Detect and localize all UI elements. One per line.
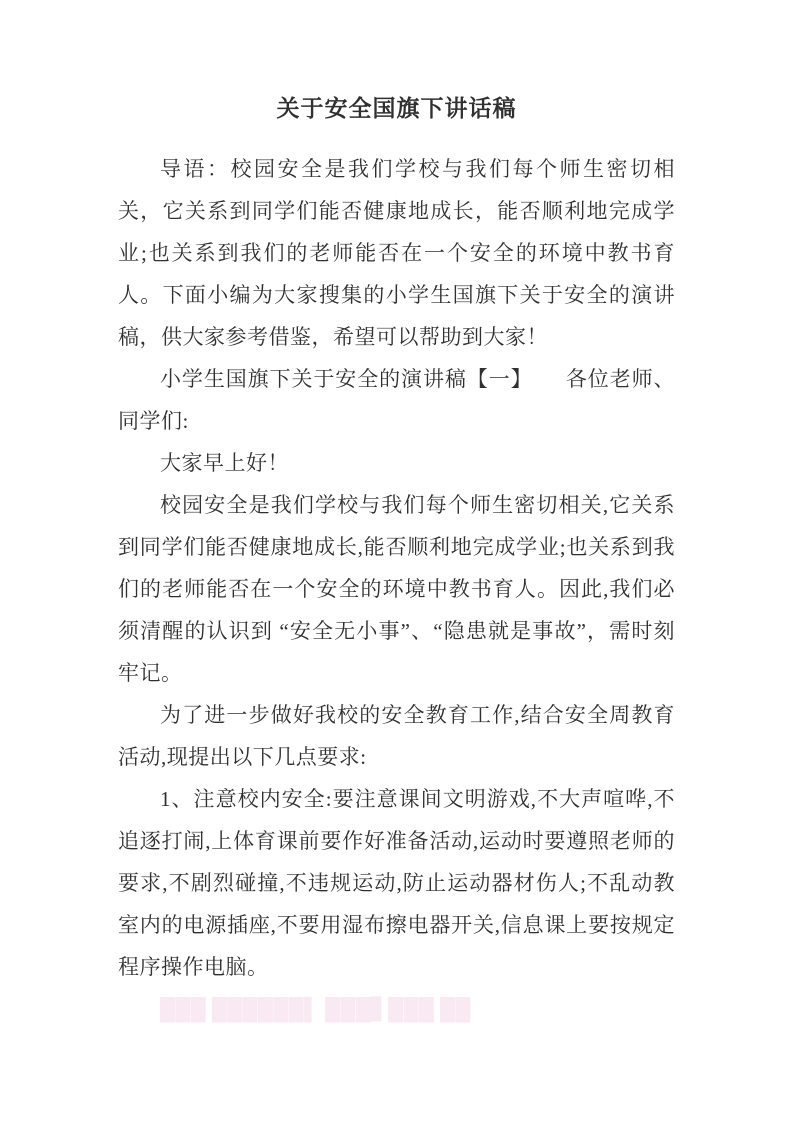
paragraph-rule-1: 1、注意校内安全:要注意课间文明游戏,不大声喧哗,不追逐打闹,上体育课前要作好准备活动,运动时要遵照老师的要求,不剧烈碰撞,不违规运动,防止运动器材伤人;不乱动教室内的电源插座,不要用湿布擦电器开关,信息课上要按规定程序操作电脑。 [118,787,675,979]
paragraph-greeting: 大家早上好！ [160,451,289,475]
document-title: 关于安全国旗下讲话稿 [276,96,517,121]
paragraph-intro: 导语：校园安全是我们学校与我们每个师生密切相关，它关系到同学们能否健康地成长，能否顺利地完成学业;也关系到我们的老师能否在一个安全的环境中教书育人。下面小编为大家搜集的小学生国旗下关于安全的演讲稿，供大家参考借鉴，希望可以帮助到大家！ [118,157,675,349]
paragraph-speech-heading: 小学生国旗下关于安全的演讲稿【一】 各位老师、同学们: [118,367,675,433]
paragraph-requirements-lead: 为了进一步做好我校的安全教育工作,结合安全周教育活动,现提出以下几点要求: [118,703,675,769]
paragraph-campus-safety: 校园安全是我们学校与我们每个师生密切相关,它关系到同学们能否健康地成长,能否顺利地完成学业;也关系到我们的老师能否在一个安全的环境中教书育人。因此,我们必须清醒的认识到 “安全无小事”、“隐患就是事故”，需时刻牢记。 [118,493,675,685]
document-body [118,148,675,1030]
watermark-text: ███ ██████▌ ███▋███ ██ [160,997,471,1021]
